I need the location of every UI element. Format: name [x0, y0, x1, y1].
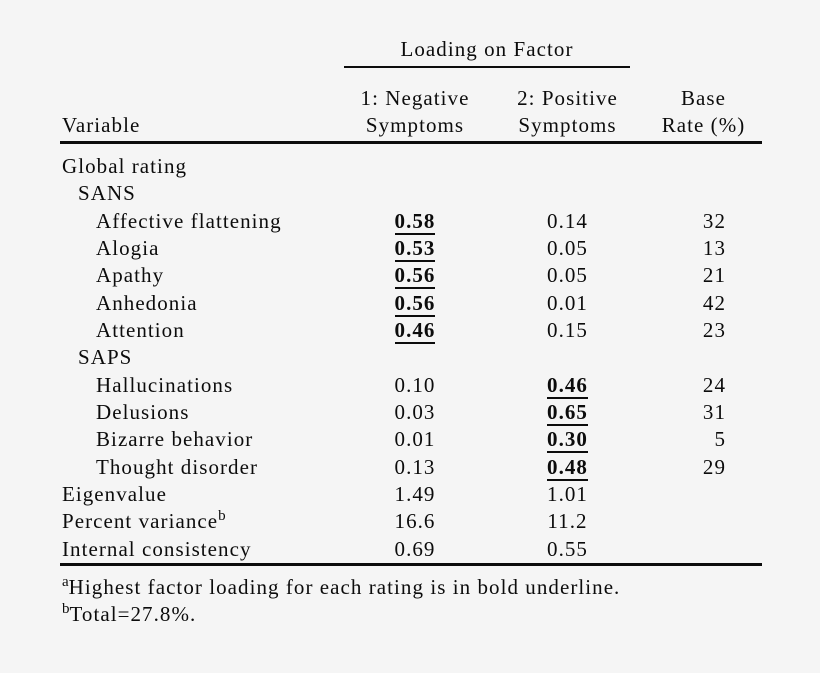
highest-loading-value: 0.48: [547, 454, 588, 479]
footnote-b-text: Total=27.8%.: [69, 602, 197, 627]
factor1-value: [340, 235, 490, 262]
base-rate-value: 23: [702, 318, 726, 343]
factor2-value: [490, 344, 645, 371]
row-label: Attention: [96, 318, 185, 343]
column-header-factor2-line1: 2: Positive: [517, 86, 618, 110]
table-row: [60, 372, 762, 399]
footnote-a: [62, 574, 762, 601]
row-label: Global rating: [62, 154, 188, 178]
table-rule-bottom: [60, 563, 762, 566]
base-rate-value: 32: [702, 208, 726, 233]
factor2-value: [490, 399, 645, 426]
factor1-value: 0.69: [394, 536, 436, 561]
row-label: SAPS: [78, 345, 133, 370]
table-row: [60, 235, 762, 262]
highest-loading-value: 0.46: [394, 318, 436, 343]
row-label: Anhedonia: [96, 290, 198, 315]
column-header-variable: Variable: [62, 113, 141, 137]
factor2-value: 0.01: [547, 290, 588, 315]
spanner-heading: Loading on Factor: [344, 36, 630, 68]
column-headers: [60, 85, 762, 139]
row-label: Apathy: [96, 263, 165, 288]
factor1-value: [340, 262, 490, 289]
row-label: [60, 508, 340, 535]
factor1-value: [340, 208, 490, 235]
table-footnotes: [60, 574, 762, 628]
base-rate-value: 29: [702, 454, 726, 479]
factor2-value: [490, 180, 645, 207]
factor2-value: 0.05: [547, 263, 588, 288]
footnote-a-marker: a: [62, 574, 69, 591]
factor2-value: [490, 454, 645, 481]
row-label: Internal consistency: [62, 536, 252, 561]
table-row: [60, 153, 762, 180]
base-rate-value: 42: [702, 290, 726, 315]
column-header-base-rate-line2: Rate (%): [661, 113, 746, 137]
row-label: Alogia: [96, 236, 160, 261]
table-rule-top: [60, 141, 762, 144]
table-row: [60, 536, 762, 563]
factor-loading-table: [60, 0, 762, 628]
base-rate-value: 21: [702, 263, 726, 288]
factor1-value: [340, 153, 490, 180]
row-label: Eigenvalue: [62, 482, 167, 507]
factor1-value: [340, 317, 490, 344]
row-label-text: Percent variance: [62, 509, 219, 534]
base-rate-value: 5: [714, 427, 726, 452]
base-rate-value: [645, 508, 762, 535]
base-rate-value: [645, 153, 762, 180]
highest-loading-value: 0.53: [394, 236, 436, 261]
row-label: Delusions: [96, 400, 190, 425]
column-header-factor2: [490, 85, 645, 139]
factor2-value: 0.55: [547, 536, 588, 561]
column-header-factor1-line2: Symptoms: [365, 113, 465, 137]
base-rate-value: [645, 180, 762, 207]
factor1-value: 16.6: [394, 509, 436, 534]
table-row: [60, 481, 762, 508]
factor2-value: 0.05: [547, 236, 588, 261]
factor2-value: [490, 426, 645, 453]
base-rate-value: 13: [702, 236, 726, 261]
factor1-value: 0.10: [394, 372, 436, 397]
factor1-value: [340, 344, 490, 371]
highest-loading-value: 0.58: [394, 208, 436, 233]
base-rate-value: [645, 536, 762, 563]
footnote-marker-b-ref: b: [218, 508, 226, 525]
table-row: [60, 290, 762, 317]
factor2-value: 11.2: [547, 509, 588, 534]
factor2-value: 0.15: [547, 318, 588, 343]
row-label: Affective flattening: [96, 208, 282, 233]
column-header-factor1: [340, 85, 490, 139]
factor1-value: 0.03: [394, 400, 436, 425]
base-rate-value: [645, 344, 762, 371]
table-row: [60, 208, 762, 235]
base-rate-value: 24: [702, 372, 726, 397]
footnote-b: [62, 601, 762, 628]
footnote-a-text: Highest factor loading for each rating is in bold underline.: [68, 575, 621, 600]
factor2-value: [490, 153, 645, 180]
highest-loading-value: 0.30: [547, 427, 588, 452]
table-row: [60, 262, 762, 289]
factor1-value: [340, 180, 490, 207]
column-header-base-rate-line1: Base: [680, 86, 727, 110]
table-body: [60, 153, 762, 563]
factor1-value: 0.01: [394, 427, 436, 452]
table-row: [60, 454, 762, 481]
factor2-value: [490, 372, 645, 399]
factor2-value: 0.14: [547, 208, 588, 233]
factor1-value: [340, 290, 490, 317]
table-row: [60, 317, 762, 344]
base-rate-value: 31: [702, 400, 726, 425]
row-label: SANS: [78, 181, 136, 206]
factor1-value: 1.49: [394, 482, 436, 507]
highest-loading-value: 0.56: [394, 290, 436, 315]
row-label: Thought disorder: [96, 454, 259, 479]
base-rate-value: [645, 481, 762, 508]
table-row: [60, 508, 762, 535]
table-row: [60, 344, 762, 371]
footnote-b-marker: b: [62, 601, 70, 618]
table-row: [60, 180, 762, 207]
table-row: [60, 399, 762, 426]
row-label: Bizarre behavior: [96, 427, 254, 452]
table-row: [60, 426, 762, 453]
row-label: Hallucinations: [96, 372, 234, 397]
highest-loading-value: 0.56: [394, 263, 436, 288]
factor2-value: 1.01: [547, 482, 588, 507]
highest-loading-value: 0.65: [547, 400, 588, 425]
factor1-value: 0.13: [394, 454, 436, 479]
column-header-factor1-line1: 1: Negative: [360, 86, 470, 110]
column-header-base-rate: [645, 85, 762, 139]
highest-loading-value: 0.46: [547, 372, 588, 397]
column-header-factor2-line2: Symptoms: [518, 113, 617, 137]
